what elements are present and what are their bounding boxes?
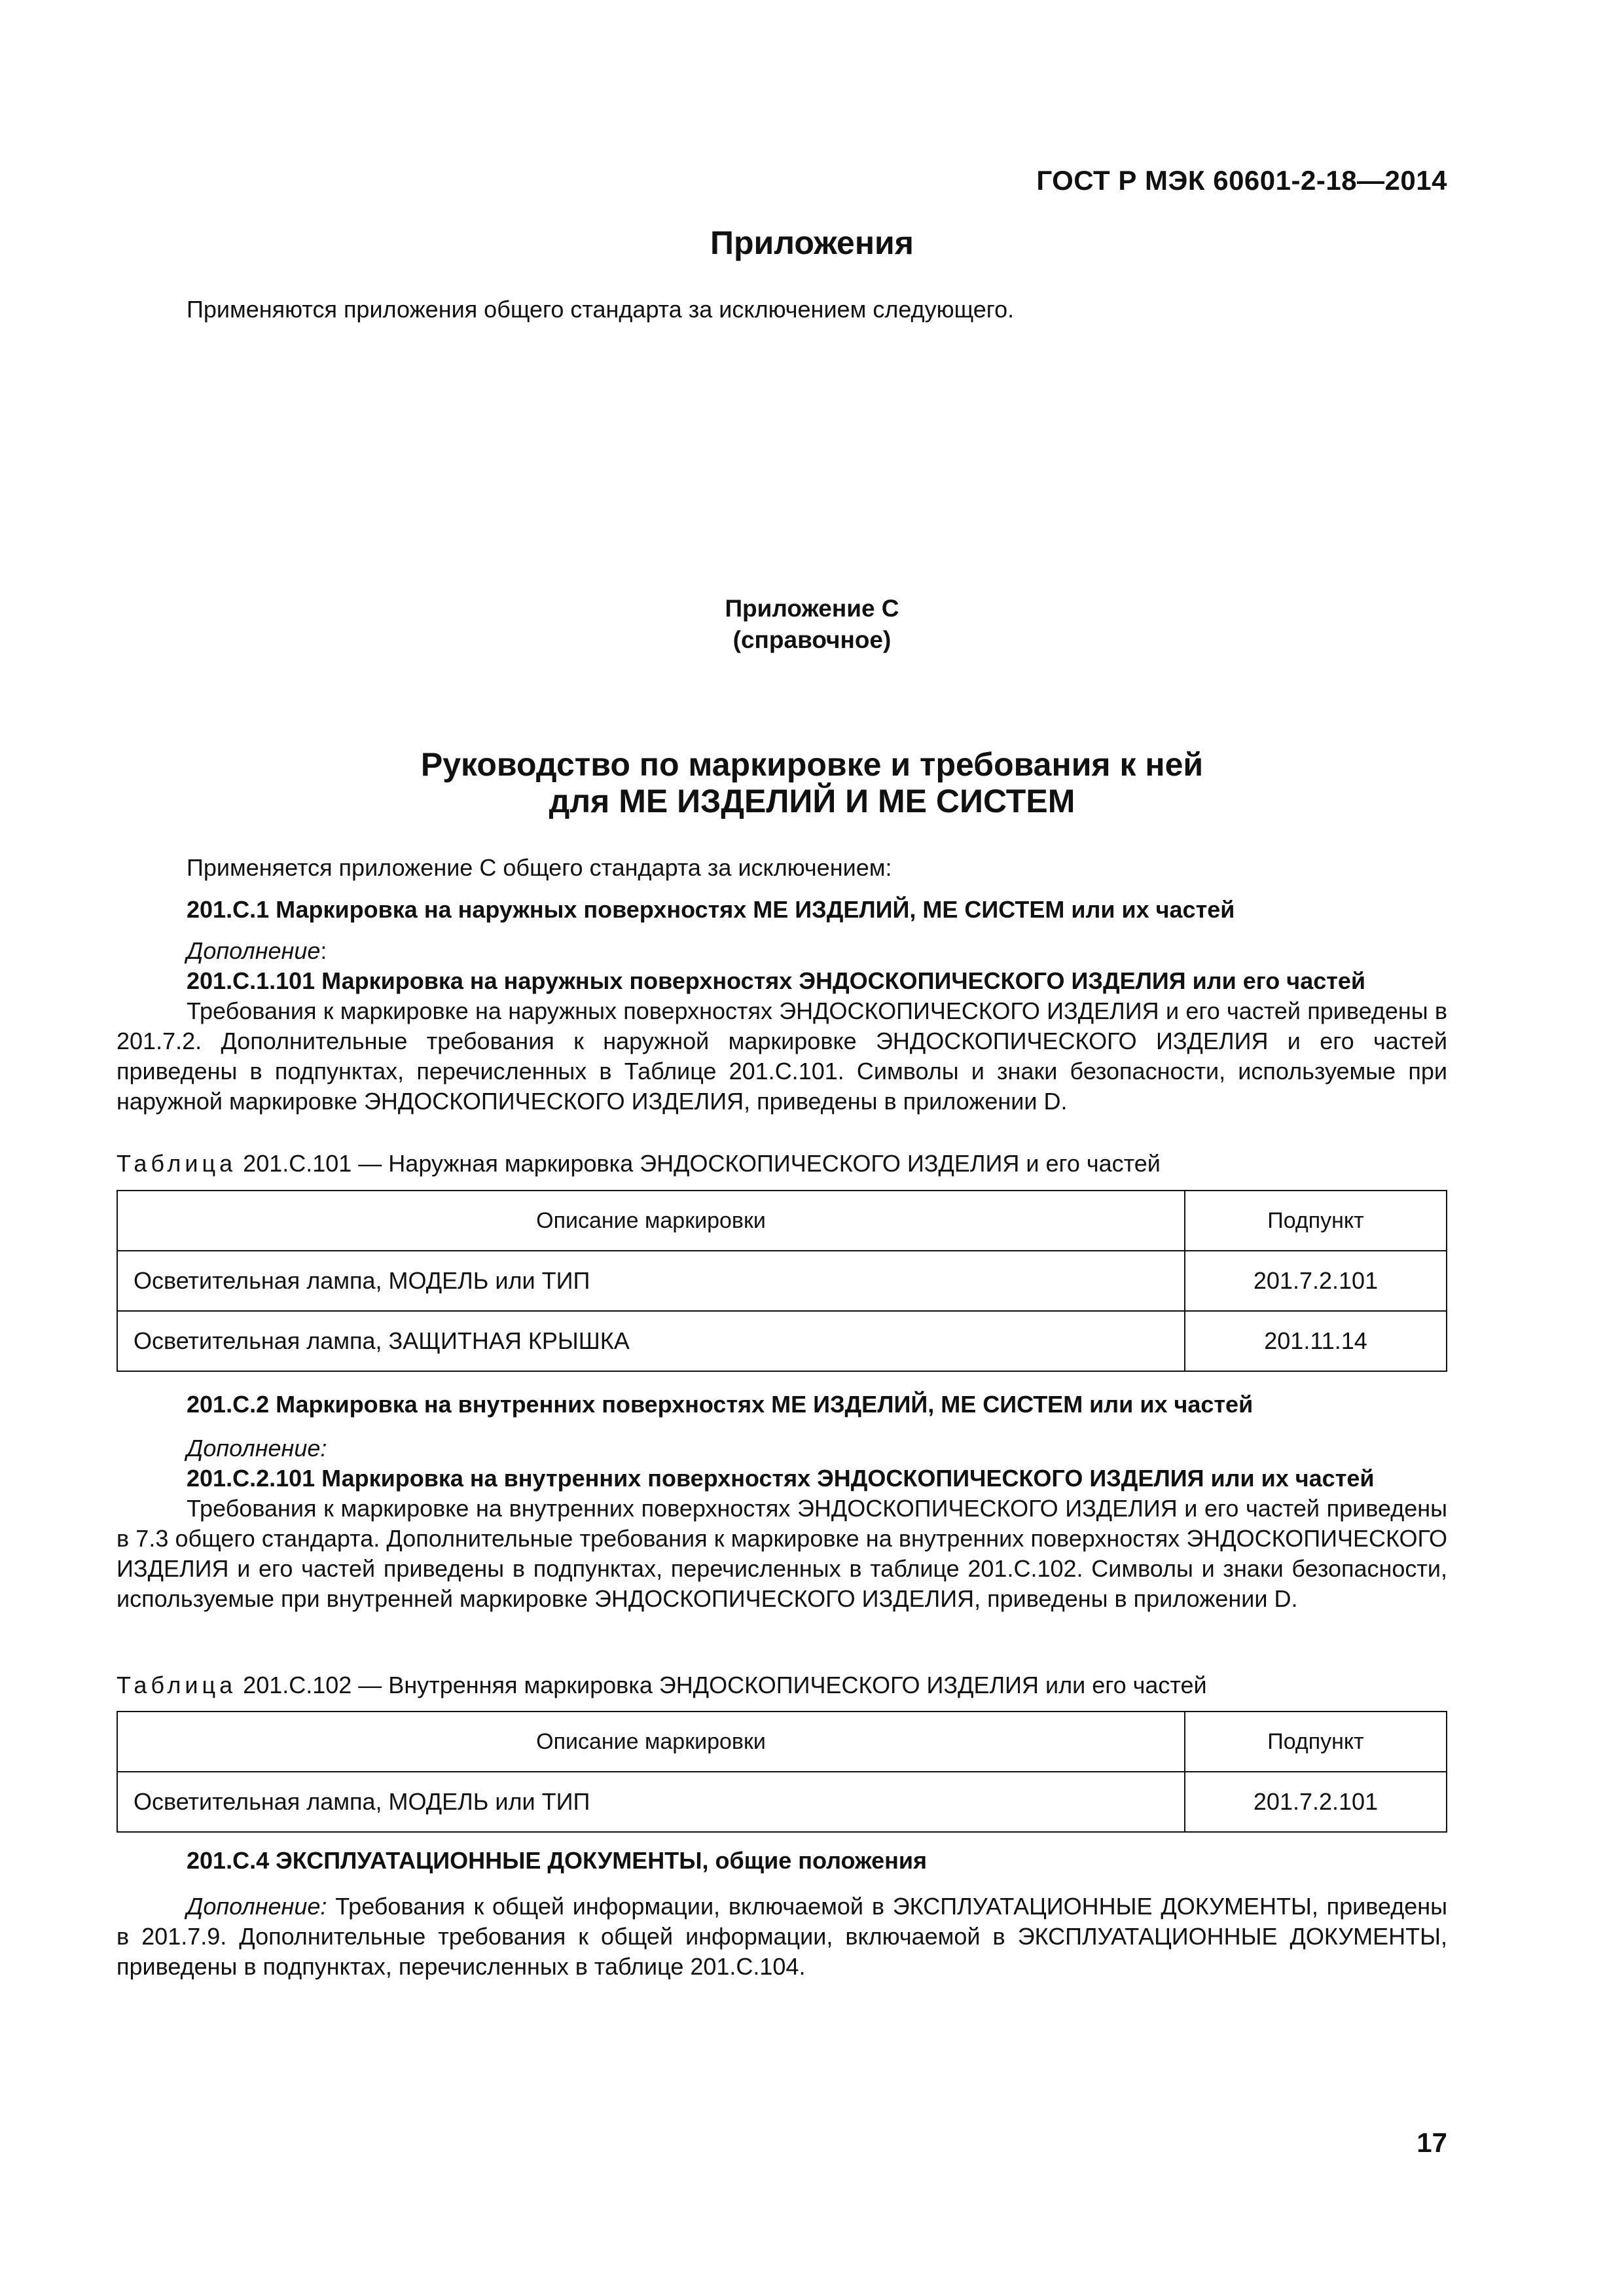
table2-caption-text: 201.С.102 — Внутренняя маркировка ЭНДОСКОПИЧЕСКОГО ИЗДЕЛИЯ или его частей	[243, 1672, 1207, 1698]
paragraph-c4-text: Требования к общей информации, включаемой в ЭКСПЛУАТАЦИОННЫЕ ДОКУМЕНТЫ, приведены в 201.7.9. Дополнительные требования к общей информации, включаемой в ЭКСПЛУАТАЦИОННЫЕ ДОКУМЕНТЫ, приведены в подпунктах, перечисленных в таблице 201.С.104.	[117, 1893, 1447, 1980]
page-number: 17	[1416, 2127, 1447, 2158]
column-header-subclause: Подпункт	[1185, 1191, 1447, 1251]
table1-caption-text: 201.С.101 — Наружная маркировка ЭНДОСКОПИЧЕСКОГО ИЗДЕЛИЯ и его частей	[243, 1150, 1161, 1177]
appendices-title: Приложения	[710, 224, 914, 261]
section-heading-c1: 201.С.1 Маркировка на наружных поверхностях МЕ ИЗДЕЛИЙ, МЕ СИСТЕМ или их частей	[187, 896, 1235, 923]
table-row	[117, 1251, 1447, 1311]
cell-description: Осветительная лампа, ЗАЩИТНАЯ КРЫШКА	[117, 1311, 1185, 1371]
paragraph-c2: Требования к маркировке на внутренних поверхностях ЭНДОСКОПИЧЕСКОГО ИЗДЕЛИЯ и его частей приведены в 7.3 общего стандарта. Дополнительные требования к маркировке на внутренних поверхностях ЭНДОСКОПИЧЕСКОГО ИЗДЕЛИЯ и его частей приведены в подпунктах, перечисленных в таблице 201.С.102. Символы и знаки безопасности, используемые при внутренней маркировке ЭНДОСКОПИЧЕСКОГО ИЗДЕЛИЯ, приведены в приложении D.	[117, 1495, 1447, 1612]
addition-label-c4: Дополнение:	[187, 1893, 327, 1920]
subsection-heading-c2-101: 201.С.2.101 Маркировка на внутренних поверхностях ЭНДОСКОПИЧЕСКОГО ИЗДЕЛИЯ или их частей	[187, 1465, 1375, 1492]
annex-intro: Применяется приложение С общего стандарта за исключением:	[187, 854, 892, 881]
cell-description: Осветительная лампа, МОДЕЛЬ или ТИП	[117, 1251, 1185, 1311]
addition-label-c2: Дополнение:	[187, 1435, 327, 1462]
annex-label: Приложение С	[725, 595, 899, 622]
annex-title-line1: Руководство по маркировке и требования к ней	[420, 746, 1204, 783]
section-heading-c4: 201.С.4 ЭКСПЛУАТАЦИОННЫЕ ДОКУМЕНТЫ, общие положения	[187, 1847, 927, 1874]
annex-title-line2: для МЕ ИЗДЕЛИЙ И МЕ СИСТЕМ	[549, 783, 1075, 819]
paragraph-c1: Требования к маркировке на наружных поверхностях ЭНДОСКОПИЧЕСКОГО ИЗДЕЛИЯ и его частей приведены в 201.7.2. Дополнительные требования к наружной маркировке ЭНДОСКОПИЧЕСКОГО ИЗДЕЛИЯ и его частей приведены в подпунктах, перечисленных в Таблице 201.С.101. Символы и знаки безопасности, используемые при наружной маркировке ЭНДОСКОПИЧЕСКОГО ИЗДЕЛИЯ, приведены в приложении D.	[117, 997, 1447, 1115]
cell-subclause: 201.7.2.101	[1185, 1251, 1447, 1311]
appendices-intro: Применяются приложения общего стандарта за исключением следующего.	[187, 296, 1015, 323]
standard-code: ГОСТ Р МЭК 60601-2-18—2014	[1036, 165, 1447, 196]
table-201-c-101	[117, 1190, 1447, 1372]
cell-subclause: 201.11.14	[1185, 1311, 1447, 1371]
table1-caption	[117, 1149, 1447, 1179]
cell-description: Осветительная лампа, МОДЕЛЬ или ТИП	[117, 1772, 1185, 1832]
table-header-row	[117, 1712, 1447, 1772]
table-header-row	[117, 1191, 1447, 1251]
cell-subclause: 201.7.2.101	[1185, 1772, 1447, 1832]
column-header-description: Описание маркировки	[117, 1712, 1185, 1772]
subsection-heading-c1-101: 201.С.1.101 Маркировка на наружных поверхностях ЭНДОСКОПИЧЕСКОГО ИЗДЕЛИЯ или его частей	[187, 967, 1366, 994]
annex-kind: (справочное)	[732, 626, 892, 653]
column-header-description: Описание маркировки	[117, 1191, 1185, 1251]
table-201-c-102	[117, 1711, 1447, 1833]
table-row	[117, 1772, 1447, 1832]
section-heading-c2: 201.С.2 Маркировка на внутренних поверхностях МЕ ИЗДЕЛИЙ, МЕ СИСТЕМ или их частей	[187, 1391, 1254, 1418]
column-header-subclause: Подпункт	[1185, 1712, 1447, 1772]
addition-label-c1: Дополнение:	[187, 937, 327, 964]
table-row	[117, 1311, 1447, 1371]
table1-caption-word: Таблица	[117, 1150, 237, 1177]
table2-caption-word: Таблица	[117, 1672, 237, 1698]
table2-caption	[117, 1670, 1447, 1700]
paragraph-c4	[117, 1892, 1447, 1982]
